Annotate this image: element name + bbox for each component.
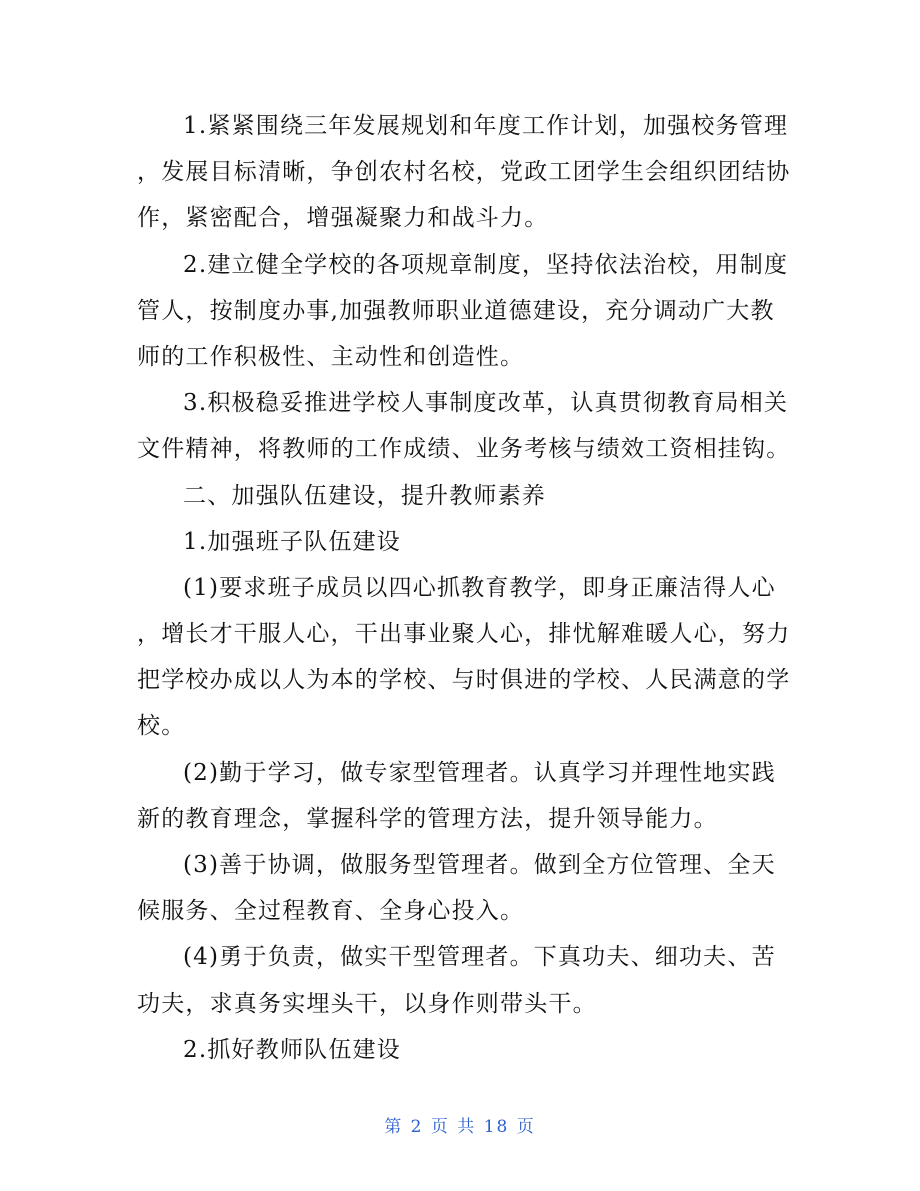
page-number-footer: 第 2 页 共 18 页	[384, 1117, 536, 1137]
document-body	[137, 103, 791, 1073]
subsection-heading: 2.抓好教师队伍建设	[183, 1036, 401, 1063]
text-line: 校。	[137, 713, 186, 740]
text-line: 1.紧紧围绕三年发展规划和年度工作计划，加强校务管理	[183, 113, 789, 139]
text-line: 新的教育理念，掌握科学的管理方法，提升领导能力。	[137, 805, 718, 832]
text-line: 师的工作积极性、主动性和创造性。	[137, 343, 525, 370]
text-line: (3)善于协调，做服务型管理者。做到全方位管理、全天	[183, 852, 776, 878]
text-line: 管人，按制度办事,加强教师职业道德建设，充分调动广大教	[137, 297, 775, 324]
text-line: 候服务、全过程教育、全身心投入。	[137, 898, 525, 925]
text-line: ，增长才干服人心，干出事业聚人心，排忧解难暖人心，努力	[137, 621, 791, 648]
text-line: 2.建立健全学校的各项规章制度，坚持依法治校，用制度	[183, 251, 789, 278]
text-line: 把学校办成以人为本的学校、与时俱进的学校、人民满意的学	[137, 667, 791, 694]
text-line: (1)要求班子成员以四心抓教育教学，即身正廉洁得人心	[183, 574, 776, 601]
text-line: (4)勇于负责，做实干型管理者。下真功夫、细功夫、苦	[183, 944, 776, 971]
section-heading: 二、加强队伍建设，提升教师素养	[183, 482, 546, 509]
text-line: ，发展目标清晰，争创农村名校，党政工团学生会组织团结协	[137, 159, 791, 186]
text-line: 作，紧密配合，增强凝聚力和战斗力。	[137, 205, 549, 232]
subsection-heading: 1.加强班子队伍建设	[183, 528, 401, 555]
text-line: (2)勤于学习，做专家型管理者。认真学习并理性地实践	[183, 759, 776, 786]
text-line: 3.积极稳妥推进学校人事制度改革，认真贯彻教育局相关	[183, 390, 789, 417]
text-line: 功夫，求真务实埋头干，以身作则带头干。	[137, 990, 597, 1017]
text-line: 文件精神，将教师的工作成绩、业务考核与绩效工资相挂钩。	[137, 436, 791, 463]
